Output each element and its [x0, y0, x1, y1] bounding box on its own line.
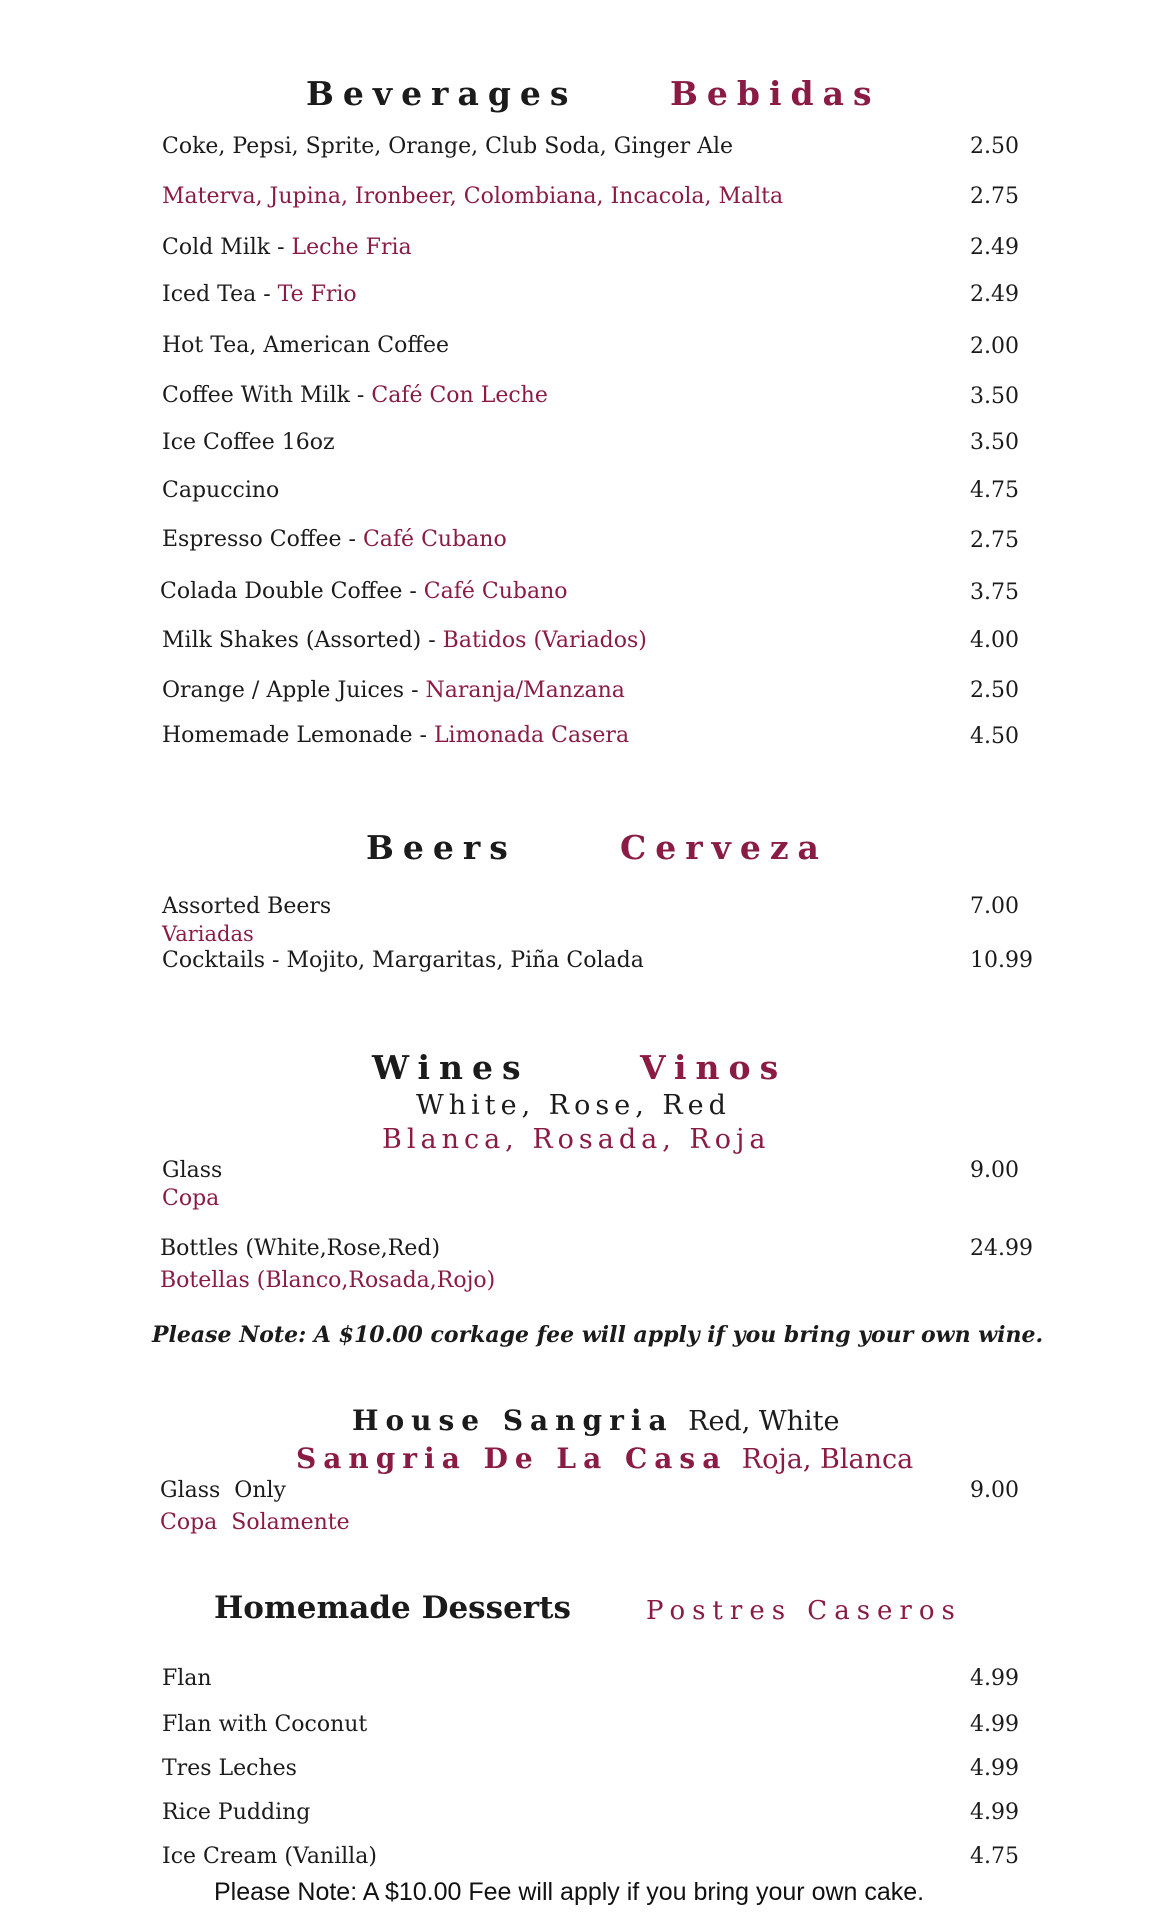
sangria-glass-es: Copa Solamente — [160, 1510, 350, 1535]
cake-fee-note: Please Note: A $10.00 Fee will apply if you bring your own cake. — [214, 1878, 925, 1906]
list-item — [162, 134, 733, 159]
desserts-heading-es: Postres Caseros — [646, 1596, 962, 1626]
sangria-heading-en-line — [352, 1404, 839, 1437]
list-item — [162, 333, 449, 358]
item-price: 2.75 — [970, 184, 1019, 209]
item-name-es: Leche Fria — [291, 235, 412, 260]
item-name-en: Ice Coffee 16oz — [162, 430, 335, 455]
beverages-heading-en: Beverages — [306, 74, 578, 113]
list-item — [162, 235, 412, 260]
list-item: Tres Leches — [162, 1756, 297, 1781]
beers-assorted-en: Assorted Beers — [162, 894, 332, 919]
item-price: 4.50 — [970, 724, 1019, 749]
item-name-en: Coffee With Milk - — [162, 383, 372, 408]
item-name-en: Hot Tea, American Coffee — [162, 333, 450, 358]
sangria-heading-en-suffix: Red, White — [688, 1406, 840, 1437]
item-price: 4.75 — [970, 1844, 1019, 1869]
item-price: 4.99 — [970, 1712, 1019, 1737]
wines-bottles-en: Bottles (White,Rose,Red) — [160, 1236, 441, 1261]
item-name-en: Cold Milk - — [162, 235, 292, 260]
item-name-es: Café Con Leche — [371, 383, 548, 408]
list-item — [162, 430, 335, 455]
beers-cocktails: Cocktails - Mojito, Margaritas, Piña Colada — [162, 948, 644, 973]
item-name-en: Colada Double Coffee - — [160, 579, 424, 604]
list-item: Ice Cream (Vanilla) — [162, 1844, 377, 1869]
item-price: 2.50 — [970, 678, 1019, 703]
item-name-en: Orange / Apple Juices - — [162, 678, 426, 703]
corkage-note: Please Note: A $10.00 corkage fee will apply if you bring your own wine. — [152, 1322, 1044, 1348]
list-item: Flan with Coconut — [162, 1712, 368, 1737]
item-price: 3.50 — [970, 384, 1019, 409]
item-price: 4.99 — [970, 1756, 1019, 1781]
list-item — [162, 478, 279, 503]
sangria-heading-es-suffix: Roja, Blanca — [741, 1444, 914, 1475]
list-item: Flan — [162, 1666, 212, 1691]
item-name-es: Te Frio — [277, 282, 357, 307]
beers-assorted-es: Variadas — [162, 922, 254, 946]
item-name-en: Milk Shakes (Assorted) - — [162, 628, 443, 653]
sangria-price: 9.00 — [970, 1478, 1019, 1503]
list-item — [160, 579, 568, 604]
item-price: 3.50 — [970, 430, 1019, 455]
list-item — [162, 184, 783, 209]
wines-glass-es: Copa — [162, 1186, 220, 1211]
item-price: 2.49 — [970, 235, 1019, 260]
sangria-heading-es-line — [296, 1442, 913, 1475]
list-item: Rice Pudding — [162, 1800, 311, 1825]
item-name-es: Café Cubano — [423, 579, 568, 604]
item-name-es: Batidos (Variados) — [442, 628, 647, 653]
beers-cocktails-price: 10.99 — [970, 948, 1033, 973]
wines-subheading-en: White, Rose, Red — [416, 1090, 731, 1121]
item-name-es: Limonada Casera — [433, 723, 630, 748]
item-price: 2.75 — [970, 528, 1019, 553]
item-name-en: Iced Tea - — [162, 282, 278, 307]
list-item — [162, 527, 507, 552]
beverages-heading-es: Bebidas — [670, 74, 881, 113]
wines-glass-en: Glass — [162, 1158, 223, 1183]
wines-bottles-price: 24.99 — [970, 1236, 1033, 1261]
item-name-en: Coke, Pepsi, Sprite, Orange, Club Soda, Ginger Ale — [162, 134, 734, 159]
item-price: 4.99 — [970, 1666, 1019, 1691]
item-name-es: Café Cubano — [362, 527, 507, 552]
sangria-glass-en: Glass Only — [160, 1478, 286, 1503]
item-price: 4.99 — [970, 1800, 1019, 1825]
list-item — [162, 282, 357, 307]
beers-assorted-price: 7.00 — [970, 894, 1019, 919]
wines-glass-price: 9.00 — [970, 1158, 1019, 1183]
item-price: 4.75 — [970, 478, 1019, 503]
item-name-es: Naranja/Manzana — [425, 678, 625, 703]
wines-heading-es: Vinos — [640, 1048, 788, 1087]
sangria-heading-es: Sangria De La Casa — [296, 1442, 728, 1475]
wines-bottles-es: Botellas (Blanco,Rosada,Rojo) — [160, 1268, 496, 1293]
item-price: 4.00 — [970, 628, 1019, 653]
item-price: 2.00 — [970, 334, 1019, 359]
beers-heading-es: Cerveza — [620, 828, 828, 867]
wines-heading-en: Wines — [372, 1048, 530, 1087]
item-name-en: Homemade Lemonade - — [162, 723, 434, 748]
list-item — [162, 678, 625, 703]
wines-subheading-es: Blanca, Rosada, Roja — [382, 1124, 771, 1155]
beers-heading-en: Beers — [366, 828, 517, 867]
list-item — [162, 383, 548, 408]
list-item — [162, 723, 629, 748]
item-name-en: Capuccino — [162, 478, 280, 503]
item-name-es: Materva, Jupina, Ironbeer, Colombiana, Incacola, Malta — [162, 184, 784, 209]
item-price: 3.75 — [970, 580, 1019, 605]
item-price: 2.50 — [970, 134, 1019, 159]
sangria-heading-en: House Sangria — [352, 1404, 674, 1437]
desserts-heading-en: Homemade Desserts — [214, 1590, 571, 1626]
item-name-en: Espresso Coffee - — [162, 527, 363, 552]
list-item — [162, 628, 647, 653]
item-price: 2.49 — [970, 282, 1019, 307]
